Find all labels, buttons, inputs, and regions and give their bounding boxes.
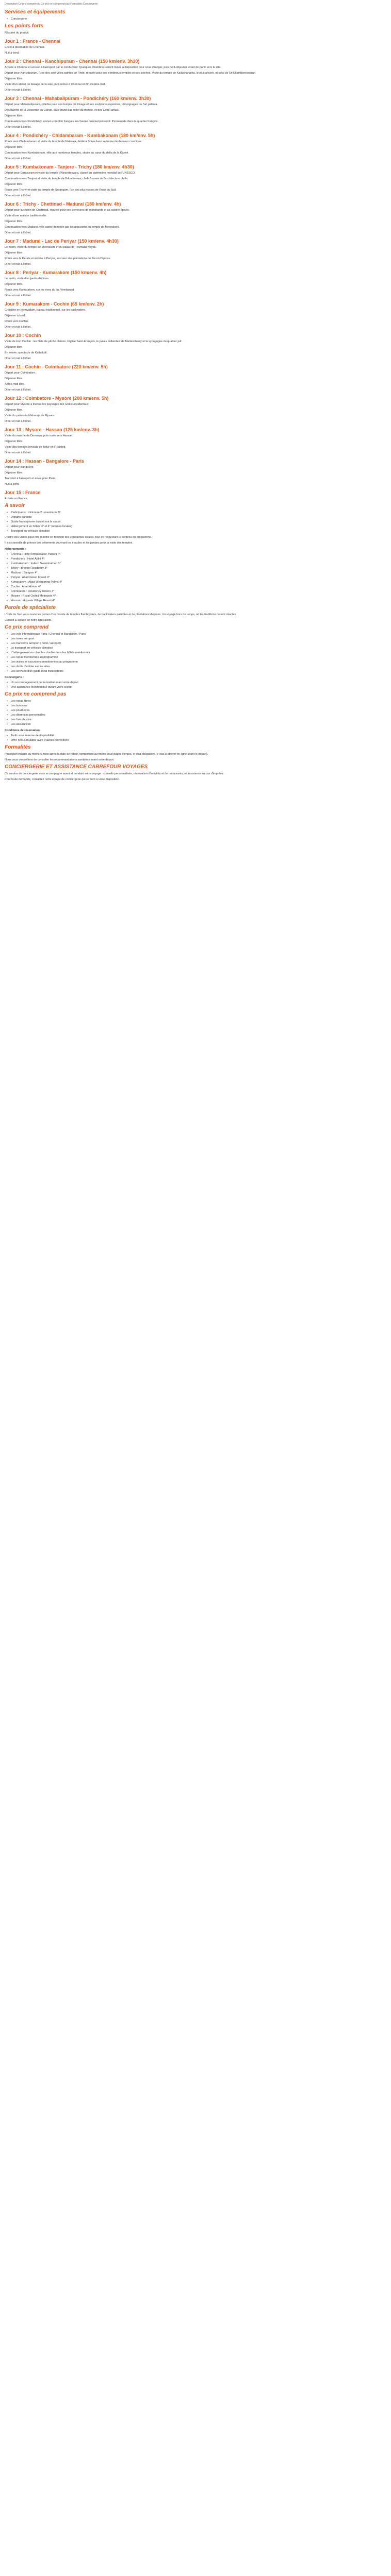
day-text: Déjeuner libre. xyxy=(5,283,23,286)
day-text: Déjeuner libre. xyxy=(5,77,23,80)
prix-comprend-sublist xyxy=(5,681,386,689)
day-title: Jour 8 : Periyar - Kumarakom (150 km/env. 4h) xyxy=(5,270,107,275)
hotel-item: • Kumbakonam : Indeco Swaminathan 3* xyxy=(11,562,386,566)
hotel-item: • Madurai : Sangam 4* xyxy=(11,571,386,575)
itinerary-day xyxy=(5,301,386,329)
day-text: Déjeuner à bord. xyxy=(5,314,26,317)
a-savoir-paragraph: L'ordre des visites peut être modifié en fonction des contraintes locales, tout en respectant le contenu du programme. xyxy=(5,536,152,539)
day-text: Dîner et nuit à l'hôtel. xyxy=(5,451,31,454)
prix-ne-comprend-item: • Les dépenses personnelles xyxy=(11,713,386,717)
conciergerie-paragraph: Pour toute demande, contactez notre équipe de conciergerie qui se tient à votre disposition. xyxy=(5,778,120,781)
day-text: Visite du marché de Devaraja, puis route vers Hassan. xyxy=(5,434,73,437)
a-savoir-item: • Hébergement en hôtels 3* et 4* (normes locales) xyxy=(11,524,386,529)
day-title: Jour 11 : Cochin - Coimbatore (220 km/env. 5h) xyxy=(5,364,108,369)
day-text: Le matin, visite du temple de Meenakshi et du palais de Tirumalai Nayak. xyxy=(5,246,96,249)
hotel-item: • Cochin : Abad Atrium 4* xyxy=(11,585,386,589)
prix-comprend-list xyxy=(5,632,386,673)
day-title: Jour 9 : Kumarakom - Cochin (65 km/env. 2h) xyxy=(5,301,104,307)
a-savoir-item: • Transport en véhicule climatisé xyxy=(11,529,386,533)
conciergerie-paragraph: Ce service de conciergerie vous accompagne avant et pendant votre voyage : conseils personnalisés, réservation d'activités et de restaurants, et assistance en cas d'imprévu. xyxy=(5,772,224,775)
prix-ne-comprend-item: • Les boissons xyxy=(11,704,386,708)
day-text: Dîner et nuit à l'hôtel. xyxy=(5,326,31,329)
parole-heading: Parole de spécialiste xyxy=(5,605,56,611)
day-text: Visite d'une maison traditionnelle. xyxy=(5,214,47,217)
prix-comprend-item: • Les visites et excursions mentionnées au programme xyxy=(11,660,386,664)
day-text: Déjeuner libre. xyxy=(5,471,23,474)
conciergerie-heading: CONCIERGERIE ET ASSISTANCE CARREFOUR VOYAGES xyxy=(5,764,148,770)
day-text: Déjeuner libre. xyxy=(5,114,23,117)
a-savoir-item: • Participants : minimum 2 - maximum 22 xyxy=(11,511,386,515)
itinerary-day xyxy=(5,490,386,501)
prix-comprend-item: • Les vols internationaux Paris / Chennai et Bangalore / Paris xyxy=(11,632,386,636)
itinerary-day xyxy=(5,459,386,486)
day-text: Route vers Kumarakom, sur les rives du lac Vembanad. xyxy=(5,289,75,292)
day-text: Départ pour la région de Chettinad, réputée pour ses demeures de marchands et sa cuisine épicée. xyxy=(5,209,130,212)
services-list xyxy=(5,17,386,21)
prix-ne-comprend-item: • Les assurances xyxy=(11,722,386,726)
day-text: Transfert à l'aéroport et envol pour Paris. xyxy=(5,477,56,480)
itinerary-day xyxy=(5,239,386,266)
hotel-item: • Hassan : Hoysala Village Resort 4* xyxy=(11,599,386,603)
day-text: Déjeuner libre. xyxy=(5,220,23,223)
prix-comprend-item: • Les services d'un guide local francophone xyxy=(11,669,386,673)
highlights-subheading: Résumé du produit xyxy=(5,31,29,35)
day-text: Déjeuner libre. xyxy=(5,409,23,412)
itinerary-day xyxy=(5,333,386,361)
prix-comprend-subheading: Conciergerie : xyxy=(5,676,24,679)
day-text: En soirée, spectacle de Kathakali. xyxy=(5,351,47,354)
day-title: Jour 6 : Trichy - Chettinad - Madurai (180 km/env. 4h) xyxy=(5,201,121,207)
conciergerie-text xyxy=(5,772,386,782)
a-savoir-list xyxy=(5,511,386,533)
day-text: Départ pour Mahabalipuram, célèbre pour son temple du Rivage et ses sculptures rupestres, témoignages de l'art pallava. xyxy=(5,103,158,106)
day-text: Route vers Chidambaram et visite du temple de Nataraja, dédié à Shiva dans sa forme de danseur cosmique. xyxy=(5,140,142,143)
day-text: Déjeuner libre. xyxy=(5,346,23,349)
day-text: Nuit à bord. xyxy=(5,52,20,55)
itinerary-day xyxy=(5,96,386,129)
day-text: Départ pour Darasuram et visite du temple d'Airavatesvara, classé au patrimoine mondial de l'UNESCO. xyxy=(5,172,136,175)
day-title: Jour 1 : France - Chennai xyxy=(5,39,61,44)
day-text: Dîner et nuit à l'hôtel. xyxy=(5,231,31,234)
day-text: Découverte de la Descente du Gange, plus grand bas-relief du monde, et des Cinq Rathas. xyxy=(5,109,120,112)
prix-ne-comprend-item: • Les repas libres xyxy=(11,699,386,703)
prix-ne-comprend-item: • Les pourboires xyxy=(11,708,386,713)
day-text: Visite du palais du Maharaja de Mysore. xyxy=(5,414,55,417)
day-title: Jour 3 : Chennai - Mahabalipuram - Pondichéry (160 km/env. 3h30) xyxy=(5,96,151,101)
hotel-item: • Chennai : Hotel Ambassador Pallava 4* xyxy=(11,552,386,556)
itinerary-day xyxy=(5,59,386,92)
itinerary-day xyxy=(5,427,386,455)
day-text: Après-midi libre. xyxy=(5,383,25,386)
breadcrumb[interactable]: Description Ce prix comprend / Ce prix ne comprend pas Formalités Conciergerie xyxy=(5,3,98,6)
a-savoir-paragraph: Il est conseillé de prévoir des vêtements couvrant les épaules et les jambes pour la visite des temples. xyxy=(5,541,133,545)
a-savoir-heading: A savoir xyxy=(5,503,25,509)
day-text: Dîner et nuit à l'hôtel. xyxy=(5,89,31,92)
day-text: Visite de Fort Cochin : les filets de pêche chinois, l'église Saint-François, le palais hollandais de Mattancherry et la synagogue du quartier juif. xyxy=(5,340,182,343)
prix-ne-comprend-subitem: • Tarifs sous réserve de disponibilité xyxy=(11,734,386,738)
hotels-heading: Hébergements : xyxy=(5,548,26,551)
day-text: Dîner et nuit à l'hôtel. xyxy=(5,388,31,392)
a-savoir-item: • Départs garantis xyxy=(11,515,386,519)
day-text: Route vers Cochin. xyxy=(5,320,29,323)
hotel-item: • Mysore : Royal Orchid Metropole 4* xyxy=(11,594,386,598)
day-text: Déjeuner libre. xyxy=(5,377,23,380)
hotel-item: • Trichy : Breeze Residency 3* xyxy=(11,566,386,570)
prix-ne-comprend-list xyxy=(5,699,386,726)
prix-comprend-item: • Les taxes aéroport xyxy=(11,637,386,641)
itinerary-day xyxy=(5,39,386,55)
hotel-item: • Pondichéry : Hotel Atithi 4* xyxy=(11,557,386,561)
formalites-paragraph: Nous vous conseillons de consulter les recommandations sanitaires avant votre départ. xyxy=(5,758,115,761)
day-text: Arrivée à Chennai et accueil à l'aéroport par le conducteur. Quelques chambres seront mises à disposition pour vous changer, puis petit-déjeuner avant de partir vers le site. xyxy=(5,66,221,69)
prix-ne-comprend-subitem: • Offre non cumulable avec d'autres promotions xyxy=(11,738,386,742)
day-title: Jour 4 : Pondichéry - Chidambaram - Kumbakonam (180 km/env. 5h) xyxy=(5,133,155,138)
service-item: • Conciergerie xyxy=(11,17,386,21)
prix-ne-comprend-subheading: Conditions de réservation : xyxy=(5,729,42,732)
hotel-item: • Kumarakom : Abad Whispering Palms 4* xyxy=(11,580,386,584)
day-text: Continuation vers Madurai, ville sainte dominée par les gopurams du temple de Meenakshi. xyxy=(5,226,120,229)
itinerary-day xyxy=(5,364,386,392)
day-text: Déjeuner libre. xyxy=(5,251,23,255)
prix-comprend-subitem: • Un accompagnement personnalisé avant votre départ xyxy=(11,681,386,685)
day-text: Visite des temples hoysala de Belur et d'Halebid. xyxy=(5,446,66,449)
hotel-item: • Coimbatore : Residency Towers 4* xyxy=(11,589,386,594)
day-text: Dîner et nuit à l'hôtel. xyxy=(5,126,31,129)
prix-comprend-item: • L'hébergement en chambre double dans les hôtels mentionnés xyxy=(11,651,386,655)
parole-paragraph: L'Inde du Sud vous ouvre les portes d'un monde de temples flamboyants, de backwaters paisibles et de plantations d'épices. Un voyage hors du temps, où les traditions restent intactes. xyxy=(5,613,237,616)
day-title: Jour 13 : Mysore - Hassan (125 km/env. 3h) xyxy=(5,427,100,432)
day-text: Arrivée en France. xyxy=(5,497,28,500)
prix-comprend-item: • Les repas mentionnés au programme xyxy=(11,655,386,659)
prix-comprend-item: • Les droits d'entrée sur les sites xyxy=(11,665,386,669)
day-text: Nuit à bord. xyxy=(5,483,20,486)
day-title: Jour 2 : Chennai - Kanchipuram - Chennai (150 km/env. 3h30) xyxy=(5,59,140,64)
day-text: Départ pour Coimbatore. xyxy=(5,371,36,375)
formalites-text xyxy=(5,752,386,762)
day-text: Déjeuner libre. xyxy=(5,183,23,186)
day-text: Dîner et nuit à l'hôtel. xyxy=(5,263,31,266)
prix-comprend-heading: Ce prix comprend xyxy=(5,624,49,630)
day-text: Le matin, visite d'un jardin d'épices. xyxy=(5,277,50,280)
prix-ne-comprend-sublist xyxy=(5,734,386,742)
prix-comprend-subitem: • Une assistance téléphonique durant votre séjour xyxy=(11,685,386,689)
day-text: Départ pour Bangalore. xyxy=(5,466,35,469)
day-text: Envol à destination de Chennai. xyxy=(5,46,45,49)
prix-ne-comprend-heading: Ce prix ne comprend pas xyxy=(5,691,67,697)
a-savoir-item: • Guide francophone durant tout le circuit xyxy=(11,520,386,524)
itinerary-day xyxy=(5,164,386,198)
day-text: Dîner et nuit à l'hôtel. xyxy=(5,294,31,297)
itinerary-day xyxy=(5,270,386,298)
day-title: Jour 7 : Madurai - Lac de Periyar (150 km/env. 4h30) xyxy=(5,239,119,244)
day-text: Continuation vers Kumbakonam, ville aux nombreux temples, située au cœur du delta de la Kaveri. xyxy=(5,151,129,155)
services-heading: Services et équipements xyxy=(5,9,66,15)
prix-comprend-item: • Le transport en véhicule climatisé xyxy=(11,646,386,650)
day-title: Jour 14 : Hassan - Bangalore - Paris xyxy=(5,459,85,464)
hotels-list xyxy=(5,552,386,603)
day-text: Déjeuner libre. xyxy=(5,146,23,149)
day-text: Dîner et nuit à l'hôtel. xyxy=(5,420,31,423)
itinerary-day xyxy=(5,201,386,235)
page-content xyxy=(0,0,391,787)
day-text: Dîner et nuit à l'hôtel. xyxy=(5,194,31,197)
prix-comprend-item: • Les transferts aéroport / hôtel / aéroport xyxy=(11,641,386,646)
day-text: Départ pour Mysore à travers les paysages des Ghâts occidentaux. xyxy=(5,403,90,406)
itinerary-days xyxy=(5,39,386,501)
prix-ne-comprend-item: • Les frais de visa xyxy=(11,718,386,722)
day-text: Route vers Trichy et visite du temple de Srirangam, l'un des plus vastes de l'Inde du Sud. xyxy=(5,189,117,192)
day-text: Continuation vers Pondichéry, ancien comptoir français au charme colonial préservé. Promenade dans le quartier français. xyxy=(5,120,158,123)
day-text: Continuation vers Tanjore et visite du temple de Brihadisvara, chef-d'œuvre de l'architecture chola. xyxy=(5,177,128,180)
day-title: Jour 10 : Cochin xyxy=(5,333,41,338)
formalites-paragraph: Passeport valable au moins 6 mois après la date de retour, comportant au moins deux pages vierges, et visa obligatoire (e-visa à obtenir en ligne avant le départ). xyxy=(5,753,208,756)
day-text: Croisière en kettuvallam, bateau traditionnel, sur les backwaters. xyxy=(5,309,86,312)
day-text: Départ pour Kanchipuram, l'une des sept villes saintes de l'Inde, réputée pour ses nombreux temples et ses soieries. Visite du temple de Kailashanatha, le plus ancien, et celui de Sri Ekambareswarar. xyxy=(5,72,255,75)
day-title: Jour 12 : Coimbatore - Mysore (208 km/env. 5h) xyxy=(5,396,109,401)
parole-text xyxy=(5,613,386,622)
itinerary-day xyxy=(5,133,386,161)
formalites-heading: Formalités xyxy=(5,744,31,750)
a-savoir-text xyxy=(5,535,386,545)
parole-paragraph: Conseil & astuce de notre spécialiste. xyxy=(5,619,52,622)
day-text: Route vers le Kerala et arrivée à Periyar, au cœur des plantations de thé et d'épices. xyxy=(5,257,111,260)
hotel-item: • Periyar : Abad Green Forest 4* xyxy=(11,575,386,580)
day-title: Jour 15 : France xyxy=(5,490,41,495)
day-text: Visite d'un atelier de tissage de la soie, puis retour à Chennai en fin d'après-midi. xyxy=(5,83,106,86)
day-text: Dîner et nuit à l'hôtel. xyxy=(5,157,31,160)
highlights-heading: Les points forts xyxy=(5,23,44,29)
day-text: Déjeuner libre. xyxy=(5,440,23,443)
day-title: Jour 5 : Kumbakonam - Tanjore - Trichy (180 km/env. 4h30) xyxy=(5,164,134,170)
itinerary-day xyxy=(5,396,386,423)
day-text: Dîner et nuit à l'hôtel. xyxy=(5,357,31,360)
